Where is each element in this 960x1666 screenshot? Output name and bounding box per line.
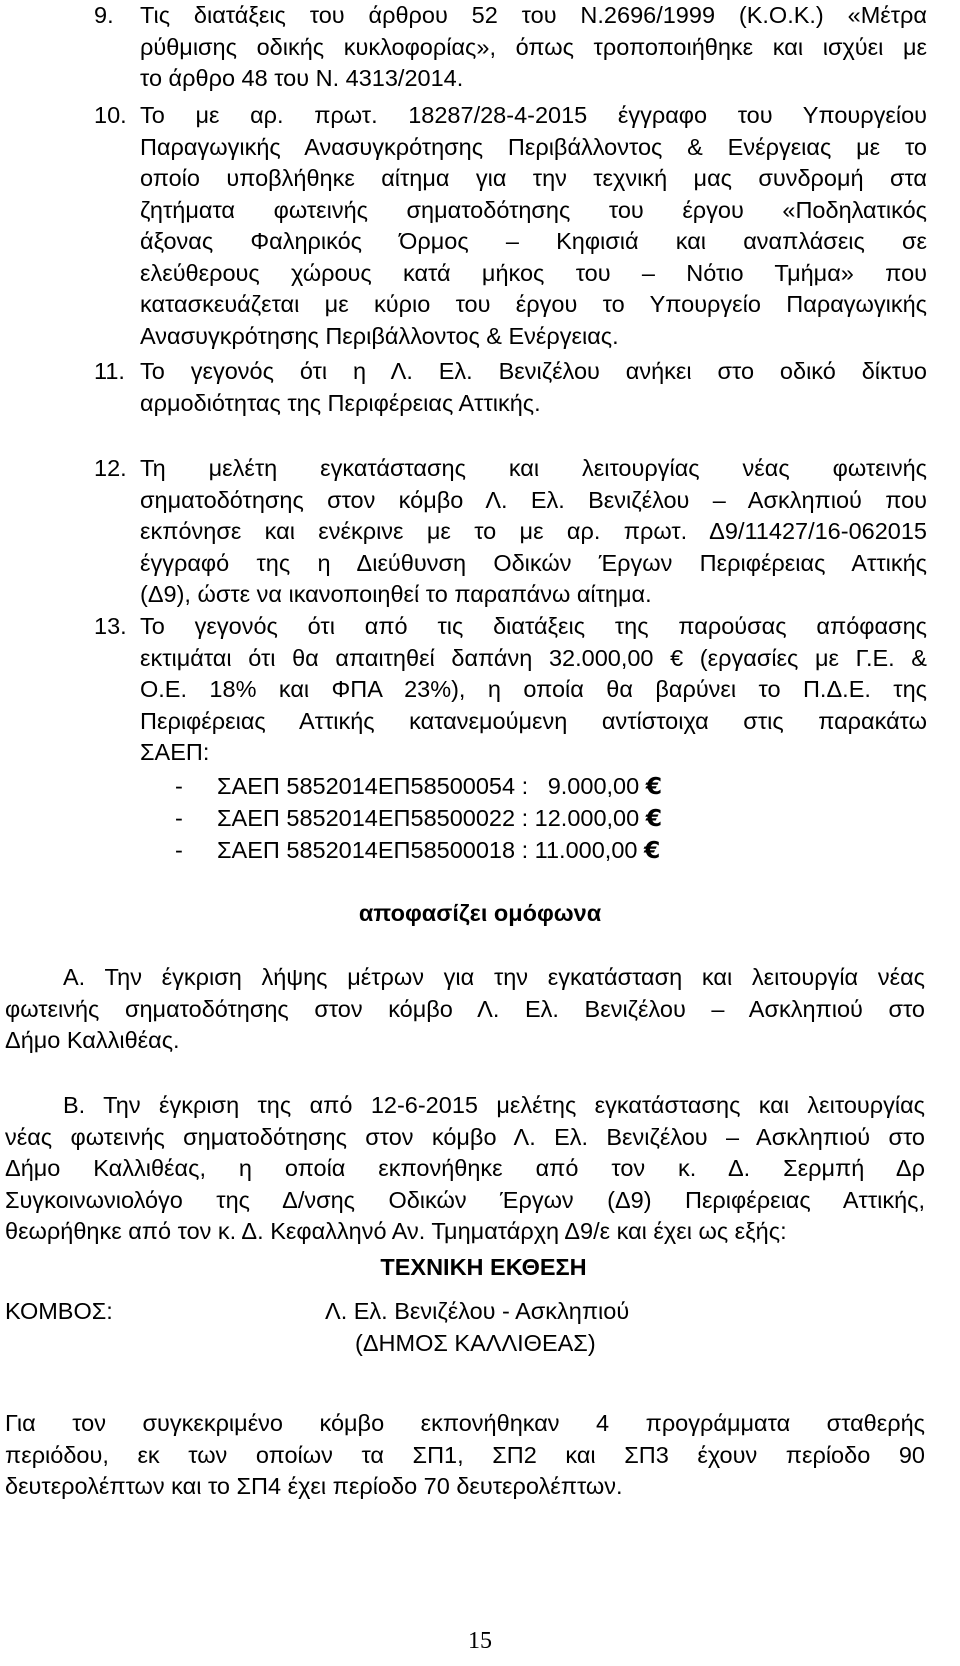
text-line: ζητήματα φωτεινής σηματοδότησης του έργου «Ποδηλατικός bbox=[140, 196, 927, 223]
saep-amount: ΣΑΕΠ 5852014ΕΠ58500054 : 9.000,00 bbox=[217, 773, 640, 799]
list-dash: - bbox=[175, 837, 183, 863]
item-number: 11. bbox=[94, 358, 125, 384]
saep-amount: ΣΑΕΠ 5852014ΕΠ58500018 : 11.000,00 bbox=[217, 837, 638, 863]
text-line: ΣΑΕΠ: bbox=[140, 739, 210, 765]
text-line: Δήμο Καλλιθέας, η οποία εκπονήθηκε από τον κ. Δ. Σερμπή Δρ bbox=[5, 1155, 925, 1181]
item-text bbox=[140, 356, 927, 419]
final-paragraph bbox=[5, 1408, 925, 1503]
text-line: άξονας Φαληρικός Όρμος – Κηφισιά και αναπλάσεις σε bbox=[140, 228, 927, 254]
text-line: αρμοδιότητας της Περιφέρειας Αττικής. bbox=[140, 389, 541, 416]
paragraph-b bbox=[5, 1090, 925, 1248]
text-line: Β. Την έγκριση της από 12-6-2015 μελέτης εγκατάστασης και λειτουργίας bbox=[63, 1092, 925, 1118]
saep-line bbox=[175, 803, 935, 835]
kombos-municipality: (ΔΗΜΟΣ ΚΑΛΛΙΘΕΑΣ) bbox=[355, 1330, 596, 1356]
item-number: 10. bbox=[94, 102, 127, 128]
list-dash: - bbox=[175, 805, 183, 831]
list-dash: - bbox=[175, 773, 183, 799]
decision-heading: αποφασίζει ομόφωνα bbox=[358, 900, 602, 926]
text-line: Συγκοινωνιολόγο της Δ/νσης Οδικών Έργων (Δ9) Περιφέρειας Αττικής, bbox=[5, 1186, 925, 1213]
euro-icon: € bbox=[645, 804, 663, 832]
item-number: 12. bbox=[94, 455, 127, 481]
saep-line bbox=[175, 771, 935, 803]
text-line: το άρθρο 48 του Ν. 4313/2014. bbox=[140, 65, 464, 91]
text-line: Παραγωγικής Ανασυγκρότησης Περιβάλλοντος & Ενέργειας με το bbox=[140, 133, 927, 160]
text-line: Α. Την έγκριση λήψης μέτρων για την εγκατάσταση και λειτουργία νέας bbox=[63, 964, 925, 990]
text-line: δευτερολέπτων και το ΣΠ4 έχει περίοδο 70 δευτερολέπτων. bbox=[5, 1473, 623, 1499]
paragraph-a bbox=[5, 962, 925, 1057]
kombos-value: Λ. Ελ. Βενιζέλου - Ασκληπιού bbox=[325, 1298, 630, 1324]
text-line: περιόδου, εκ των οποίων τα ΣΠ1, ΣΠ2 και ΣΠ3 έχουν περίοδο 90 bbox=[5, 1441, 925, 1468]
kombos-label: ΚΟΜΒΟΣ: bbox=[5, 1298, 113, 1324]
text-line: σηματοδότησης στον κόμβο Λ. Ελ. Βενιζέλου – Ασκληπιού που bbox=[140, 486, 927, 513]
text-line: φωτεινής σηματοδότησης στον κόμβο Λ. Ελ. Βενιζέλου – Ασκληπιού στο bbox=[5, 995, 925, 1022]
text-line: ελεύθερους χώρους κατά μήκος του – Νότιο Τμήμα» που bbox=[140, 259, 927, 286]
text-line: Το γεγονός ότι η Λ. Ελ. Βενιζέλου ανήκει στο οδικό δίκτυο bbox=[140, 358, 927, 384]
text-line: έγγραφό της η Διεύθυνση Οδικών Έργων Περιφέρειας Αττικής bbox=[140, 549, 927, 576]
text-line: κατασκευάζεται με κύριο του έργου το Υπουργείο Παραγωγικής bbox=[140, 291, 927, 317]
item-text bbox=[140, 100, 927, 352]
item-number: 9. bbox=[94, 2, 114, 28]
page-number: 15 bbox=[468, 1628, 492, 1654]
text-line: Τις διατάξεις του άρθρου 52 του Ν.2696/1999 (Κ.Ο.Κ.) «Μέτρα bbox=[140, 2, 927, 28]
euro-icon: € bbox=[645, 772, 663, 800]
saep-line bbox=[175, 835, 935, 867]
text-line: θεωρήθηκε από τον κ. Δ. Κεφαλληνό Αν. Τμηματάρχη Δ9/ε και έχει ως εξής: bbox=[5, 1218, 787, 1244]
saep-amount: ΣΑΕΠ 5852014ΕΠ58500022 : 12.000,00 bbox=[217, 805, 640, 831]
text-line: οποίο υποβλήθηκε αίτημα για την τεχνική μας συνδρομή στα bbox=[140, 165, 927, 191]
text-line: Το γεγονός ότι από τις διατάξεις της παρούσας απόφασης bbox=[140, 613, 927, 639]
text-line: νέας φωτεινής σηματοδότησης στον κόμβο Λ. Ελ. Βενιζέλου – Ασκληπιού στο bbox=[5, 1123, 925, 1150]
text-line: Τη μελέτη εγκατάστασης και λειτουργίας νέας φωτεινής bbox=[140, 455, 927, 481]
text-line: Ανασυγκρότησης Περιβάλλοντος & Ενέργειας. bbox=[140, 322, 619, 349]
item-text bbox=[140, 453, 927, 611]
text-line: Περιφέρειας Αττικής κατανεμούμενη αντίστοιχα στις παρακάτω bbox=[140, 707, 927, 734]
item-text bbox=[140, 611, 927, 769]
text-line: Για τον συγκεκριμένο κόμβο εκπονήθηκαν 4 προγράμματα σταθερής bbox=[5, 1410, 925, 1436]
text-line: ρύθμισης οδικής κυκλοφορίας», όπως τροποποιήθηκε και ισχύει με bbox=[140, 33, 927, 60]
text-line: εκτιμάται ότι θα απαιτηθεί δαπάνη 32.000,00 € (εργασίες με Γ.Ε. & bbox=[140, 644, 927, 671]
item-text bbox=[140, 0, 927, 95]
text-line: εκπόνησε και ενέκρινε με το με αρ. πρωτ. Δ9/11427/16-062015 bbox=[140, 518, 927, 544]
euro-icon: € bbox=[643, 836, 661, 864]
text-line: (Δ9), ώστε να ικανοποιηθεί το παραπάνω αίτημα. bbox=[140, 581, 652, 607]
report-heading: ΤΕΧΝΙΚΗ ΕΚΘΕΣΗ bbox=[380, 1254, 587, 1280]
text-line: Ο.Ε. 18% και ΦΠΑ 23%), η οποία θα βαρύνει το Π.Δ.Ε. της bbox=[140, 676, 927, 702]
item-number: 13. bbox=[94, 613, 127, 639]
text-line: Το με αρ. πρωτ. 18287/28-4-2015 έγγραφο του Υπουργείου bbox=[140, 102, 927, 128]
text-line: Δήμο Καλλιθέας. bbox=[5, 1027, 180, 1053]
